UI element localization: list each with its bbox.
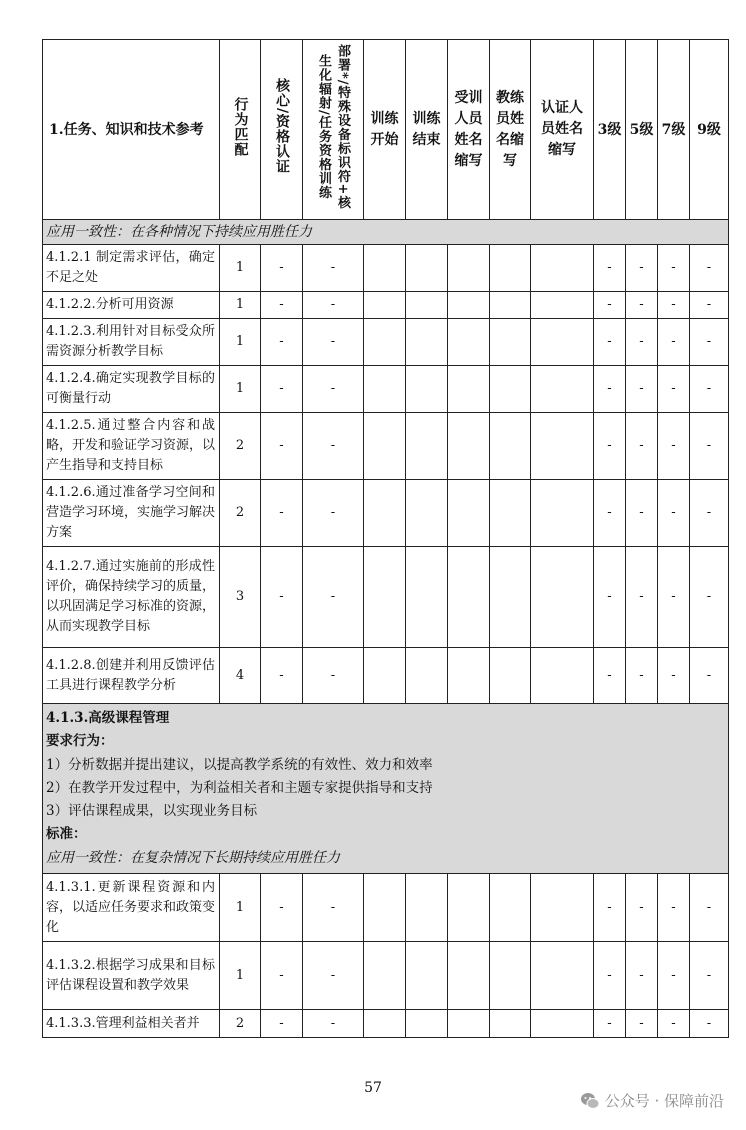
core-cert-cell: - xyxy=(261,547,303,648)
level-9-cell: - xyxy=(690,366,729,413)
core-cert-cell: - xyxy=(261,245,303,292)
header-trainer: 教练 员姓 名缩 写 xyxy=(490,40,531,220)
certifier-cell xyxy=(531,1010,594,1038)
level-7-cell: - xyxy=(658,547,690,648)
header-core-cert: 核心/资格认证 xyxy=(261,40,303,220)
train-end-cell xyxy=(406,648,448,704)
course-management-block xyxy=(43,704,729,874)
level-9-cell: - xyxy=(690,480,729,547)
train-end-cell xyxy=(406,319,448,366)
train-start-cell xyxy=(364,319,406,366)
task-cell: 4.1.2.1 制定需求评估，确定不足之处 xyxy=(43,245,220,292)
level-5-cell: - xyxy=(626,942,658,1010)
header-level-9: 9级 xyxy=(690,40,729,220)
trainer-cell xyxy=(490,319,531,366)
requirement-item: 1）分析数据并提出建议，以提高教学系统的有效性、效力和效率 xyxy=(46,756,433,773)
train-start-cell xyxy=(364,942,406,1010)
trainer-cell xyxy=(490,547,531,648)
level-7-cell: - xyxy=(658,942,690,1010)
core-cert-cell: - xyxy=(261,319,303,366)
deployment-cell: - xyxy=(303,413,364,480)
certifier-cell xyxy=(531,942,594,1010)
trainer-cell xyxy=(490,480,531,547)
header-train-start: 训练 开始 xyxy=(364,40,406,220)
behavior-match-cell: 1 xyxy=(220,942,261,1010)
core-cert-cell: - xyxy=(261,292,303,319)
level-7-cell: - xyxy=(658,292,690,319)
core-cert-cell: - xyxy=(261,413,303,480)
watermark-text: 公众号 · 保障前沿 xyxy=(604,1092,724,1110)
level-7-cell: - xyxy=(658,1010,690,1038)
level-7-cell: - xyxy=(658,874,690,942)
required-behavior-label: 要求行为： xyxy=(46,733,114,750)
section-consistency: 应用一致性：在各种情况下持续应用胜任力 xyxy=(43,220,729,245)
train-end-cell xyxy=(406,1010,448,1038)
train-end-cell xyxy=(406,366,448,413)
table-row xyxy=(43,366,729,413)
train-start-cell xyxy=(364,366,406,413)
standard-label: 标准： xyxy=(46,826,87,843)
level-9-cell: - xyxy=(690,874,729,942)
level-9-cell: - xyxy=(690,292,729,319)
deployment-cell: - xyxy=(303,874,364,942)
table-row xyxy=(43,413,729,480)
trainee-cell xyxy=(448,942,490,1010)
level-7-cell: - xyxy=(658,366,690,413)
level-7-cell: - xyxy=(658,648,690,704)
task-cell: 4.1.2.5.通过整合内容和战略，开发和验证学习资源，以产生指导和支持目标 xyxy=(43,413,220,480)
behavior-match-cell: 1 xyxy=(220,292,261,319)
trainee-cell xyxy=(448,366,490,413)
trainer-cell xyxy=(490,245,531,292)
train-start-cell xyxy=(364,874,406,942)
task-cell: 4.1.3.1.更新课程资源和内容，以适应任务要求和政策变化 xyxy=(43,874,220,942)
level-5-cell: - xyxy=(626,547,658,648)
deployment-cell: - xyxy=(303,547,364,648)
table-row xyxy=(43,648,729,704)
core-cert-cell: - xyxy=(261,648,303,704)
section-row xyxy=(43,220,729,245)
header-level-3: 3级 xyxy=(594,40,626,220)
deployment-cell: - xyxy=(303,292,364,319)
trainer-cell xyxy=(490,292,531,319)
deployment-cell: - xyxy=(303,319,364,366)
level-5-cell: - xyxy=(626,480,658,547)
behavior-match-cell: 3 xyxy=(220,547,261,648)
train-start-cell xyxy=(364,292,406,319)
table-row xyxy=(43,874,729,942)
level-9-cell: - xyxy=(690,319,729,366)
certifier-cell xyxy=(531,366,594,413)
table-row xyxy=(43,547,729,648)
certifier-cell xyxy=(531,292,594,319)
trainer-cell xyxy=(490,942,531,1010)
requirement-item: 3）评估课程成果，以实现业务目标 xyxy=(46,803,258,820)
train-end-cell xyxy=(406,480,448,547)
behavior-match-cell: 1 xyxy=(220,874,261,942)
block-title: 4.1.3.高级课程管理 xyxy=(46,710,170,726)
behavior-match-cell: 1 xyxy=(220,366,261,413)
certifier-cell xyxy=(531,245,594,292)
behavior-match-cell: 4 xyxy=(220,648,261,704)
certifier-cell xyxy=(531,480,594,547)
task-cell: 4.1.2.6.通过准备学习空间和营造学习环境，实施学习解决方案 xyxy=(43,480,220,547)
watermark xyxy=(580,1090,724,1111)
level-5-cell: - xyxy=(626,648,658,704)
train-end-cell xyxy=(406,547,448,648)
header-behavior-match: 行为匹配 xyxy=(220,40,261,220)
trainer-cell xyxy=(490,366,531,413)
trainer-cell xyxy=(490,413,531,480)
level-5-cell: - xyxy=(626,245,658,292)
trainee-cell xyxy=(448,1010,490,1038)
certifier-cell xyxy=(531,648,594,704)
level-3-cell: - xyxy=(594,942,626,1010)
train-start-cell xyxy=(364,245,406,292)
table-row xyxy=(43,292,729,319)
task-cell: 4.1.2.8.创建并利用反馈评估工具进行课程教学分析 xyxy=(43,648,220,704)
behavior-match-cell: 1 xyxy=(220,319,261,366)
level-9-cell: - xyxy=(690,942,729,1010)
header-certifier: 认证人 员姓名 缩写 xyxy=(531,40,594,220)
train-end-cell xyxy=(406,942,448,1010)
level-5-cell: - xyxy=(626,413,658,480)
task-cell: 4.1.3.3.管理利益相关者并 xyxy=(43,1010,220,1038)
consistency-text: 应用一致性：在复杂情况下长期持续应用胜任力 xyxy=(46,849,340,866)
requirement-item: 2）在教学开发过程中，为利益相关者和主题专家提供指导和支持 xyxy=(46,779,433,796)
training-record-table xyxy=(42,39,729,1038)
train-start-cell xyxy=(364,547,406,648)
train-start-cell xyxy=(364,413,406,480)
behavior-match-cell: 2 xyxy=(220,480,261,547)
core-cert-cell: - xyxy=(261,1010,303,1038)
certifier-cell xyxy=(531,413,594,480)
table-row xyxy=(43,1010,729,1038)
train-start-cell xyxy=(364,480,406,547)
table-row xyxy=(43,480,729,547)
behavior-match-cell: 2 xyxy=(220,1010,261,1038)
level-3-cell: - xyxy=(594,319,626,366)
level-7-cell: - xyxy=(658,413,690,480)
level-5-cell: - xyxy=(626,366,658,413)
trainee-cell xyxy=(448,319,490,366)
header-level-5: 5级 xyxy=(626,40,658,220)
header-row xyxy=(43,40,729,220)
level-3-cell: - xyxy=(594,1010,626,1038)
task-cell: 4.1.2.3.利用针对目标受众所需资源分析教学目标 xyxy=(43,319,220,366)
page-number: 57 xyxy=(364,1080,382,1096)
certifier-cell xyxy=(531,319,594,366)
task-cell: 4.1.2.2.分析可用资源 xyxy=(43,292,220,319)
level-7-cell: - xyxy=(658,319,690,366)
level-5-cell: - xyxy=(626,1010,658,1038)
deployment-cell: - xyxy=(303,366,364,413)
level-3-cell: - xyxy=(594,480,626,547)
train-end-cell xyxy=(406,292,448,319)
course-management-cell xyxy=(43,704,729,874)
level-9-cell: - xyxy=(690,245,729,292)
table-row xyxy=(43,245,729,292)
trainer-cell xyxy=(490,648,531,704)
level-5-cell: - xyxy=(626,319,658,366)
task-cell: 4.1.2.7.通过实施前的形成性评价，确保持续学习的质量，以巩固满足学习标准的资源，从而实现教学目标 xyxy=(43,547,220,648)
behavior-match-cell: 2 xyxy=(220,413,261,480)
train-end-cell xyxy=(406,413,448,480)
deployment-cell: - xyxy=(303,942,364,1010)
level-3-cell: - xyxy=(594,547,626,648)
level-7-cell: - xyxy=(658,480,690,547)
level-5-cell: - xyxy=(626,874,658,942)
wechat-icon xyxy=(580,1091,600,1111)
deployment-cell: - xyxy=(303,1010,364,1038)
trainee-cell xyxy=(448,648,490,704)
trainee-cell xyxy=(448,245,490,292)
deployment-cell: - xyxy=(303,648,364,704)
header-task: 1.任务、知识和技术参考 xyxy=(43,40,220,220)
trainee-cell xyxy=(448,480,490,547)
trainer-cell xyxy=(490,1010,531,1038)
header-deployment: 部署*/特殊设备标识符+核生化辐射/任务资格训练 xyxy=(303,40,364,220)
table-row xyxy=(43,942,729,1010)
task-cell: 4.1.3.2.根据学习成果和目标评估课程设置和教学效果 xyxy=(43,942,220,1010)
task-cell: 4.1.2.4.确定实现教学目标的可衡量行动 xyxy=(43,366,220,413)
level-7-cell: - xyxy=(658,245,690,292)
certifier-cell xyxy=(531,547,594,648)
header-trainee: 受训 人员 姓名 缩写 xyxy=(448,40,490,220)
level-3-cell: - xyxy=(594,413,626,480)
trainee-cell xyxy=(448,547,490,648)
deployment-cell: - xyxy=(303,245,364,292)
level-3-cell: - xyxy=(594,648,626,704)
trainee-cell xyxy=(448,413,490,480)
core-cert-cell: - xyxy=(261,874,303,942)
level-5-cell: - xyxy=(626,292,658,319)
level-9-cell: - xyxy=(690,1010,729,1038)
header-train-end: 训练 结束 xyxy=(406,40,448,220)
deployment-cell: - xyxy=(303,480,364,547)
level-9-cell: - xyxy=(690,648,729,704)
level-3-cell: - xyxy=(594,245,626,292)
level-3-cell: - xyxy=(594,366,626,413)
trainee-cell xyxy=(448,874,490,942)
train-start-cell xyxy=(364,1010,406,1038)
trainee-cell xyxy=(448,292,490,319)
train-end-cell xyxy=(406,874,448,942)
table-row xyxy=(43,319,729,366)
core-cert-cell: - xyxy=(261,480,303,547)
certifier-cell xyxy=(531,874,594,942)
core-cert-cell: - xyxy=(261,942,303,1010)
train-start-cell xyxy=(364,648,406,704)
core-cert-cell: - xyxy=(261,366,303,413)
level-9-cell: - xyxy=(690,413,729,480)
trainer-cell xyxy=(490,874,531,942)
level-3-cell: - xyxy=(594,874,626,942)
behavior-match-cell: 1 xyxy=(220,245,261,292)
level-9-cell: - xyxy=(690,547,729,648)
level-3-cell: - xyxy=(594,292,626,319)
train-end-cell xyxy=(406,245,448,292)
header-level-7: 7级 xyxy=(658,40,690,220)
